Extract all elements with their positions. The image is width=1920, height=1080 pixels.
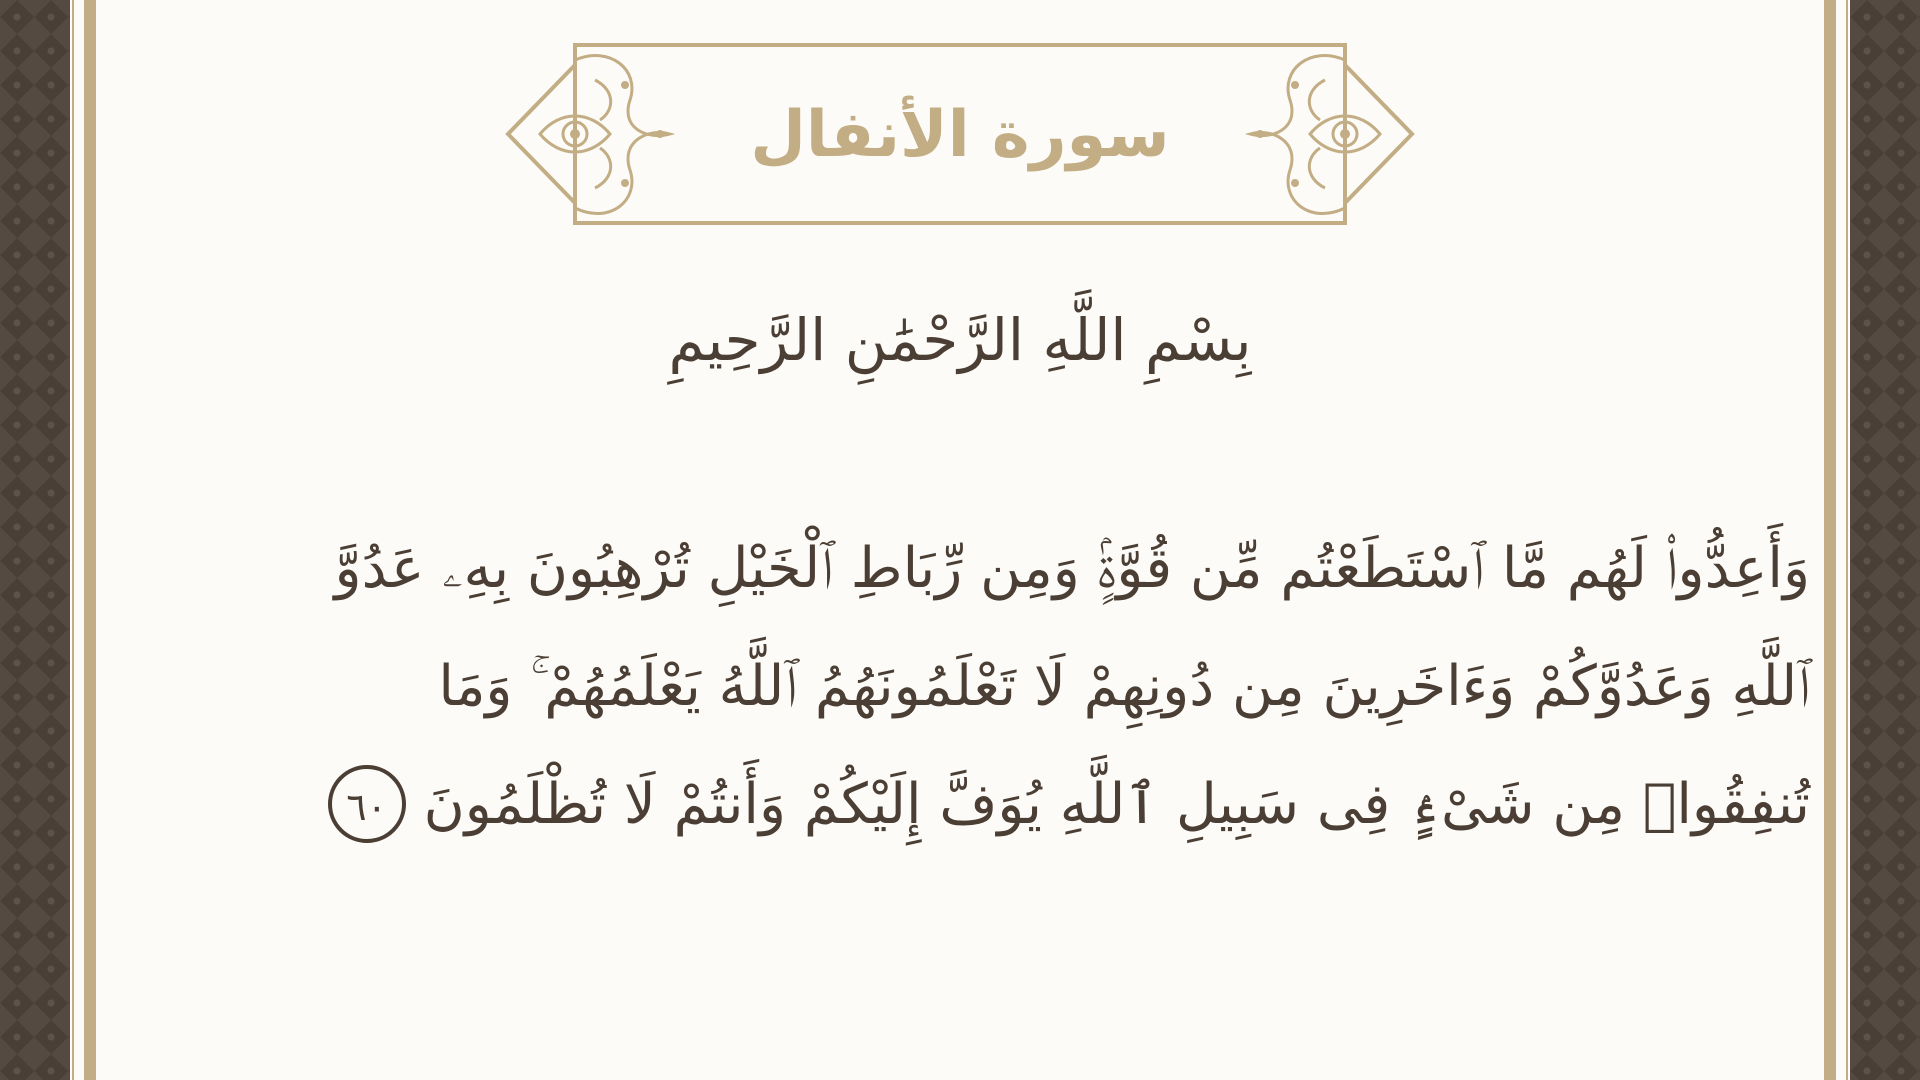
left-thin-rule — [72, 0, 74, 1080]
left-gold-rule — [84, 0, 96, 1080]
surah-title: سورة الأنفال — [750, 98, 1170, 172]
verse-line-3-text: تُنفِقُوا۟ مِن شَىْءٍۢ فِى سَبِيلِ ٱللَّهِ يُوَفَّ إِلَيْكُمْ وَأَنتُمْ لَا تُظْلَمُونَ — [423, 772, 1810, 837]
verse-text — [200, 510, 1810, 864]
left-decorative-border — [0, 0, 70, 1080]
ayah-number-marker: ٦٠ — [328, 765, 406, 843]
right-gold-rule — [1824, 0, 1836, 1080]
basmala: بِسْمِ اللَّهِ الرَّحْمَٰنِ الرَّحِيمِ — [668, 306, 1252, 374]
verse-line-2: ٱللَّهِ وَعَدُوَّكُمْ وَءَاخَرِينَ مِن دُونِهِمْ لَا تَعْلَمُونَهُمُ ٱللَّهُ يَعْلَمُهُمْ ۚ وَمَا — [438, 654, 1810, 719]
surah-title-cartouche — [500, 40, 1420, 230]
right-decorative-border — [1850, 0, 1920, 1080]
right-thin-rule — [1846, 0, 1848, 1080]
verse-line-1: وَأَعِدُّوا۟ لَهُم مَّا ٱسْتَطَعْتُم مِّن قُوَّةٍۢ وَمِن رِّبَاطِ ٱلْخَيْلِ تُرْهِبُونَ بِهِۦ عَدُوَّ — [334, 536, 1810, 601]
verse-line-3 — [200, 746, 1810, 864]
